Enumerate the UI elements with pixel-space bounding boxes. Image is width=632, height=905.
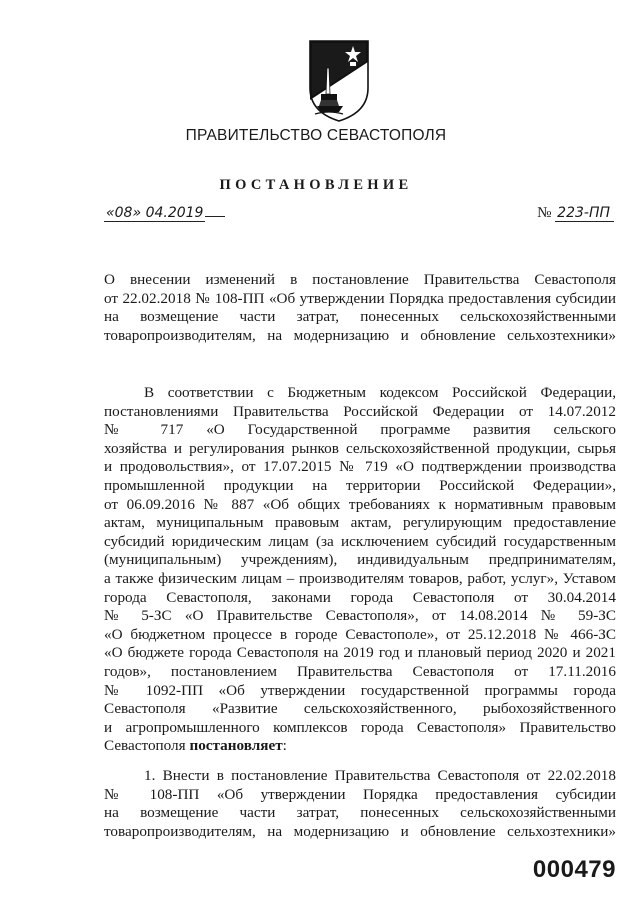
basis-final-suffix: : [282,737,287,755]
basis-line: и агропромышленного комплексов города Севастополя» Правительство [104,718,616,736]
basis-line: Севастополя «Развитие сельскохозяйственного, рыбохозяйственного [104,700,616,718]
basis-line: субсидий юридическим лицам (за исключением субсидий государственным [104,532,616,550]
basis-line: города Севастополя, законами города Севастополя от 30.04.2014 [104,588,616,606]
basis-final-prefix: Севастополя [104,737,190,755]
basis-line: № 1092-ПП «Об утверждении государственной программы города [104,681,616,699]
basis-line: годов», постановлением Правительства Севастополя от 17.11.2016 [104,662,616,680]
subject-line: от 22.02.2018 № 108-ПП «Об утверждении Порядка предоставления субсидии [104,289,616,307]
date-open-quote: « [106,205,115,221]
sevastopol-coat-of-arms-icon [309,40,369,122]
basis-line: (муниципальным) учреждениям), индивидуальным предпринимателям, [104,551,616,569]
date-field [104,205,205,222]
item-1-paragraph [104,767,616,841]
document-number [537,205,614,222]
date-month-year: 04.2019 [145,205,204,221]
basis-line: актам, муниципальным правовым актам, регулирующим предоставление [104,514,616,532]
basis-line: постановлениями Правительства Российской Федерации от 14.07.2012 [104,402,616,420]
resolution-keyword: постановляет [189,737,283,755]
item-1-line: на возмещение части затрат, понесенных сельскохозяйственными [104,804,616,822]
number-value: 223-ПП [555,205,614,222]
basis-line: «О бюджетном процессе в городе Севастополе», от 25.12.2018 № 466-ЗС [104,625,616,643]
government-title: ПРАВИТЕЛЬСТВО СЕВАСТОПОЛЯ [185,127,447,144]
date-day: 08 [114,205,133,221]
basis-line: а также физическим лицам – производителям товаров, работ, услуг», Уставом [104,569,616,587]
basis-line: № 717 «О Государственной программе развития сельского [104,421,616,439]
subject-paragraph [104,271,616,345]
subject-line: товаропроизводителям, на модернизацию и обновление сельхозтехники» [104,326,616,344]
item-1-line: 1. Внести в постановление Правительства Севастополя от 22.02.2018 [144,767,616,784]
basis-final-line [104,737,616,756]
legal-basis-paragraph [104,384,616,756]
document-date [104,205,225,222]
item-1-line: товаропроизводителям, на модернизацию и обновление сельхозтехники» [104,822,616,840]
basis-line: и продовольствия», от 17.07.2015 № 719 «О подтверждении производства [104,458,616,476]
subject-line: О внесении изменений в постановление Правительства Севастополя [104,271,616,288]
basis-line: хозяйства и регулирования рынков сельскохозяйственной продукции, сырья [104,439,616,457]
number-sign: № [537,205,552,221]
basis-line: промышленной продукции на территории Российской Федерации», [104,476,616,494]
document-type-title: ПОСТАНОВЛЕНИЕ [219,177,413,193]
item-1-line: № 108-ПП «Об утверждении Порядка предоставления субсидии [104,785,616,803]
date-underline [205,216,225,217]
basis-line: от 06.09.2016 № 887 «Об общих требованиях к нормативным правовым [104,495,616,513]
date-close-quote: » [132,205,142,221]
basis-line: № 5-ЗС «О Правительстве Севастополя», от 14.08.2014 № 59-ЗС [104,607,616,625]
subject-line: на возмещение части затрат, понесенных сельскохозяйственными [104,308,616,326]
basis-line: «О бюджете города Севастополя на 2019 год и плановый период 2020 и 2021 [104,644,616,662]
basis-line: В соответствии с Бюджетным кодексом Российской Федерации, [144,384,616,401]
page-serial-number: 000479 [532,856,616,883]
